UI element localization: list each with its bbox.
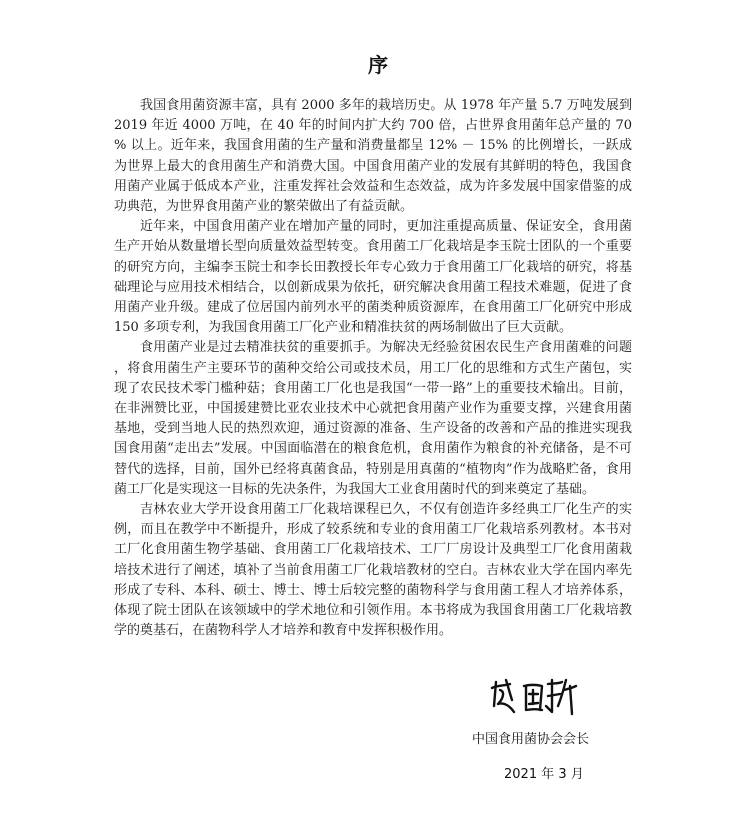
paragraph-1: 我国食用菌资源丰富，具有 2000 多年的栽培历史。从 1978 年产量 5.7 万吨发展到 2019 年近 4000 万吨，在 40 年的时间内扩大约 700 倍，占世界食用菌年总产量的 70% 以上。近年来，我国食用菌的生产量和消费量都呈 12% － 15% 的比例增长，一跃成为世界上最大的食用菌生产和消费大国。中国食用菌产业的发展有其鲜明的特色，我国食用菌产业属于低成本产业，注重发挥社会效益和生态效益，成为许多发展中国家借鉴的成功典范，为世界食用菌产业的繁荣做出了有益贡献。	[114, 98, 632, 215]
paragraph-2: 近年来，中国食用菌产业在增加产量的同时，更加注重提高质量、保证安全，食用菌生产开始从数量增长型向质量效益型转变。食用菌工厂化栽培是李玉院士团队的一个重要的研究方向，主编李玉院士和李长田教授长年专心致力于食用菌工厂化栽培的研究，将基础理论与应用技术相结合，以创新成果为依托，研究解决食用菌工程技术难题，促进了食用菌产业升级。建成了位居国内前列水平的菌类种质资源库，在食用菌工厂化研究中形成 150 多项专利，为我国食用菌工厂化产业和精准扶贫的两场制做出了巨大贡献。	[114, 219, 632, 336]
signature-date: 2021 年 3 月	[504, 767, 584, 782]
preface-body	[114, 96, 632, 641]
author-title: 中国食用菌协会会长	[472, 732, 590, 747]
handwritten-signature	[488, 676, 580, 718]
signature-drawing	[488, 676, 580, 718]
page-title: 序	[368, 53, 388, 77]
paragraph-4: 吉林农业大学开设食用菌工厂化栽培课程已久，不仅有创造许多经典工厂化生产的实例，而且在教学中不断提升，形成了较系统和专业的食用菌工厂化栽培系列教材。本书对工厂化食用菌生物学基础、食用菌工厂化栽培技术、工厂厂房设计及典型工厂化食用菌栽培技术进行了阐述，填补了当前食用菌工厂化栽培教材的空白。吉林农业大学在国内率先形成了专科、本科、硕士、博士、博士后较完整的菌物科学与食用菌工程人才培养体系，体现了院士团队在该领域中的学术地位和引领作用。本书将成为我国食用菌工厂化栽培教学的奠基石，在菌物科学人才培养和教育中发挥积极作用。	[114, 502, 632, 639]
paragraph-3: 食用菌产业是过去精准扶贫的重要抓手。为解决无经验贫困农民生产食用菌难的问题，将食用菌生产主要环节的菌种交给公司或技术员，用工厂化的思维和方式生产菌包，实现了农民技术零门槛种菇；食用菌工厂化也是我国“一带一路”上的重要技术输出。目前，在非洲赞比亚，中国援建赞比亚农业技术中心就把食用菌产业作为重要支撑，兴建食用菌基地，受到当地人民的热烈欢迎，通过资源的准备、生产设备的改善和产品的推进实现我国食用菌“走出去”发展。中国面临潜在的粮食危机，食用菌作为粮食的补充储备，是不可替代的选择，目前，国外已经将真菌食品，特别是用真菌的“植物肉”作为战略贮备，食用菌工厂化是实现这一目标的先决条件，为我国大工业食用菌时代的到来奠定了基础。	[114, 340, 632, 497]
